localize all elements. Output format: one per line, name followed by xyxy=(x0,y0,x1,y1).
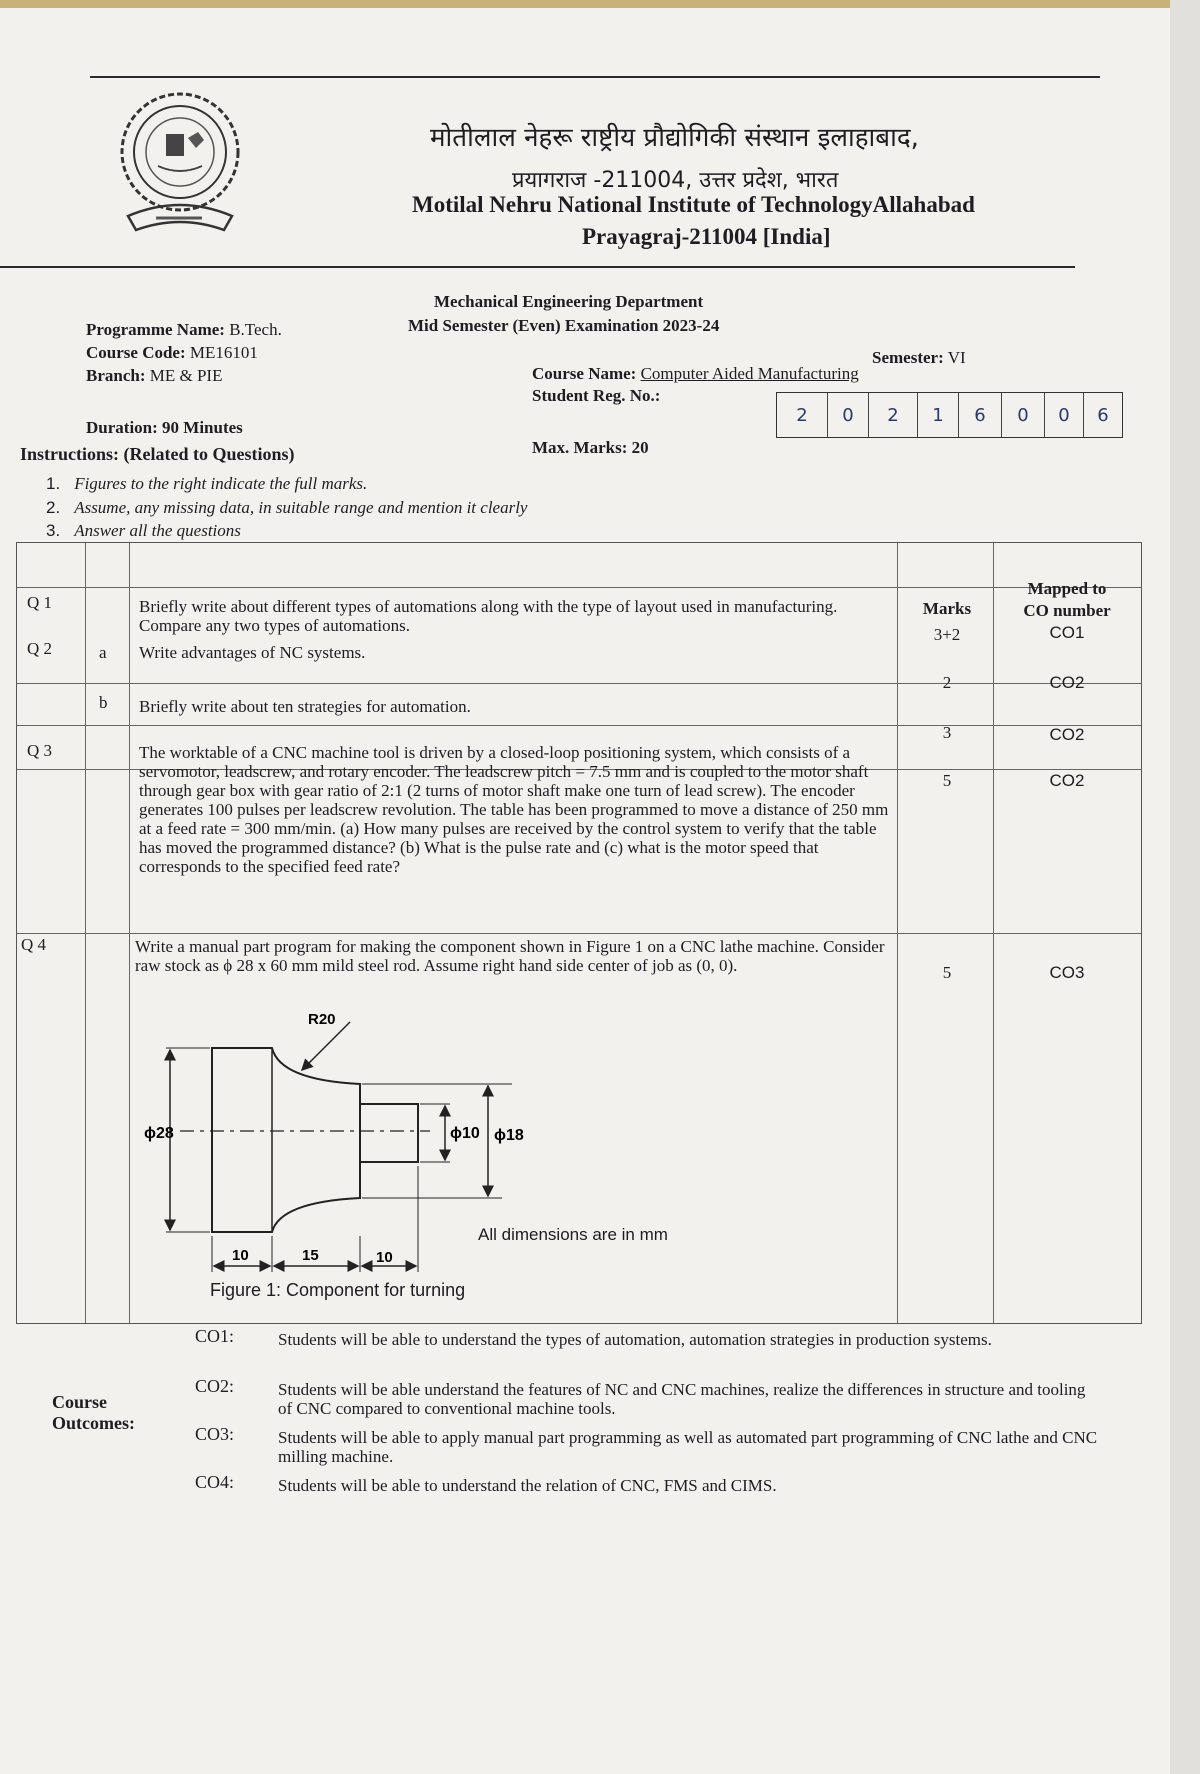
semester-label: Semester: xyxy=(872,348,944,367)
hindi-institute-name: मोतीलाल नेहरू राष्ट्रीय प्रौद्योगिकी संस्थान इलाहाबाद, xyxy=(430,123,919,153)
outcome-key: CO3: xyxy=(195,1424,235,1444)
instructions-title: Instructions: (Related to Questions) xyxy=(20,444,295,464)
question-co: CO2 xyxy=(1049,771,1085,790)
semester-value: VI xyxy=(947,348,966,367)
instruction-item xyxy=(46,521,241,541)
max-marks-value: 20 xyxy=(631,438,649,457)
outcome-key: CO2: xyxy=(195,1376,235,1396)
branch-label: Branch: xyxy=(86,366,146,385)
outcome-key: CO1: xyxy=(195,1326,235,1346)
question-subpart: b xyxy=(99,693,108,712)
course-outcomes-label xyxy=(52,1392,135,1434)
question-co: CO1 xyxy=(1049,623,1085,642)
institute-city: Prayagraj-211004 [India] xyxy=(582,224,831,249)
course-code-value: ME16101 xyxy=(189,343,258,362)
outcome-key: CO4: xyxy=(195,1472,235,1492)
question-number: Q 2 xyxy=(27,639,53,658)
length-2-label: 15 xyxy=(302,1247,319,1264)
reg-no-boxes xyxy=(776,392,1123,438)
question-subpart: a xyxy=(99,643,107,662)
dimension-note: All dimensions are in mm xyxy=(478,1225,668,1244)
outcome-text: Students will be able to understand the relation of CNC, FMS and CIMS. xyxy=(278,1476,777,1495)
course-outcomes-label-line1: Course xyxy=(52,1392,107,1412)
question-marks: 2 xyxy=(942,673,952,692)
course-outcomes-label-line2: Outcomes: xyxy=(52,1413,135,1433)
instruction-number: 3. xyxy=(46,521,61,540)
question-marks: 3+2 xyxy=(933,625,961,644)
programme-field xyxy=(86,320,282,340)
reg-digit: 6 xyxy=(1097,404,1109,426)
programme-label: Programme Name: xyxy=(86,320,225,339)
figure-caption: Figure 1: Component for turning xyxy=(210,1280,466,1300)
question-marks: 5 xyxy=(942,963,952,982)
max-marks-label: Max. Marks: xyxy=(532,438,628,457)
instruction-number: 2. xyxy=(46,498,61,517)
question-text: Briefly write about different types of automations along with the type of layout used in manufacturing. Compare any two types of automations. xyxy=(139,597,838,635)
duration-field xyxy=(86,418,243,438)
question-text: Briefly write about ten strategies for automation. xyxy=(139,697,471,716)
course-name-field xyxy=(532,364,859,384)
instruction-item xyxy=(46,498,527,518)
exam-title: Mid Semester (Even) Examination 2023-24 xyxy=(408,316,720,335)
reg-digit: 0 xyxy=(828,393,869,437)
programme-value: B.Tech. xyxy=(229,320,282,339)
branch-field xyxy=(86,366,222,386)
question-text: The worktable of a CNC machine tool is driven by a closed-loop positioning system, which consists of a servomotor, leadscrew, and rotary encoder. The leadscrew pitch = 7.5 mm and is coupled to the motor shaft through gear box with gear ratio of 2:1 (2 turns of motor shaft make one turn of lead screw). The encoder generates 100 pulses per leadscrew revolution. The table has been programmed to move a distance of 250 mm at a feed rate = 300 mm/min. (a) How many pulses are received by the control system to verify that the table has moved the programmed distance? (b) What is the pulse rate and (c) what is the motor speed that corresponds to the specified feed rate? xyxy=(139,743,889,876)
question-marks: 5 xyxy=(942,771,952,790)
branch-value: ME & PIE xyxy=(149,366,223,385)
reg-digit: 0 xyxy=(1002,393,1045,437)
question-number: Q 3 xyxy=(27,741,53,760)
outcome-text: Students will be able understand the features of NC and CNC machines, realize the differences in structure and tooling of CNC compared to conventional machine tools. xyxy=(278,1380,1086,1418)
co-header-line1: Mapped to xyxy=(1027,579,1107,598)
co-header-line2: CO number xyxy=(1023,601,1111,620)
duration-label: Duration: xyxy=(86,418,158,437)
reg-digit: 2 xyxy=(777,393,828,437)
course-code-field xyxy=(86,343,258,363)
question-marks: 3 xyxy=(942,723,952,742)
reg-no-label: Student Reg. No.: xyxy=(532,386,661,405)
part-outline xyxy=(212,1048,360,1232)
paper-edge xyxy=(1170,0,1200,1774)
reg-no-field xyxy=(532,386,660,406)
instruction-text: Answer all the questions xyxy=(74,521,241,540)
diameter-28-label: ϕ28 xyxy=(144,1125,174,1142)
row-divider xyxy=(17,587,1141,588)
question-co: CO2 xyxy=(1049,673,1085,692)
question-number: Q 1 xyxy=(27,593,53,612)
reg-digit: 1 xyxy=(918,393,959,437)
reg-digit: 6 xyxy=(959,393,1002,437)
question-co: CO2 xyxy=(1049,725,1085,744)
question-text: Write a manual part program for making the component shown in Figure 1 on a CNC lathe machine. Consider raw stock as ϕ 28 x 60 mm mild steel rod. Assume right hand side center of job as (0, 0). xyxy=(135,937,885,975)
institute-logo xyxy=(118,90,248,240)
instruction-text: Assume, any missing data, in suitable range and mention it clearly xyxy=(74,498,528,517)
top-rule xyxy=(90,76,1100,78)
question-co: CO3 xyxy=(1049,963,1085,982)
duration-value: 90 Minutes xyxy=(162,418,243,437)
semester-field xyxy=(872,348,966,368)
marks-header: Marks xyxy=(922,599,972,618)
reg-digit: 0 xyxy=(1045,393,1084,437)
diameter-18-label: ϕ18 xyxy=(494,1127,524,1144)
max-marks-field xyxy=(532,438,649,458)
length-3-label: 10 xyxy=(376,1249,393,1266)
question-text: Write advantages of NC systems. xyxy=(139,643,366,662)
diameter-10-label: ϕ10 xyxy=(450,1125,480,1142)
course-name-label: Course Name: xyxy=(532,364,637,383)
radius-label: R20 xyxy=(308,1011,336,1028)
step-outline xyxy=(360,1104,418,1162)
instruction-item xyxy=(46,474,367,494)
course-name-value: Computer Aided Manufacturing xyxy=(640,364,859,383)
outcome-text: Students will be able to understand the types of automation, automation strategies in production systems. xyxy=(278,1330,992,1349)
component-drawing xyxy=(130,1010,530,1280)
question-number: Q 4 xyxy=(21,935,47,954)
hindi-address: प्रयागराज -211004, उत्तर प्रदेश, भारत xyxy=(512,168,839,193)
header-rule xyxy=(0,266,1075,268)
reg-digit: 2 xyxy=(869,393,918,437)
instruction-text: Figures to the right indicate the full marks. xyxy=(74,474,368,493)
background-strip xyxy=(0,0,1200,8)
institute-name: Motilal Nehru National Institute of TechnologyAllahabad xyxy=(412,192,975,217)
row-divider xyxy=(17,933,1141,934)
department-name: Mechanical Engineering Department xyxy=(434,292,704,311)
length-1-label: 10 xyxy=(232,1247,249,1264)
course-code-label: Course Code: xyxy=(86,343,186,362)
instruction-number: 1. xyxy=(46,474,61,493)
outcome-text: Students will be able to apply manual part programming as well as automated part programming of CNC lathe and CNC milling machine. xyxy=(278,1428,1098,1466)
